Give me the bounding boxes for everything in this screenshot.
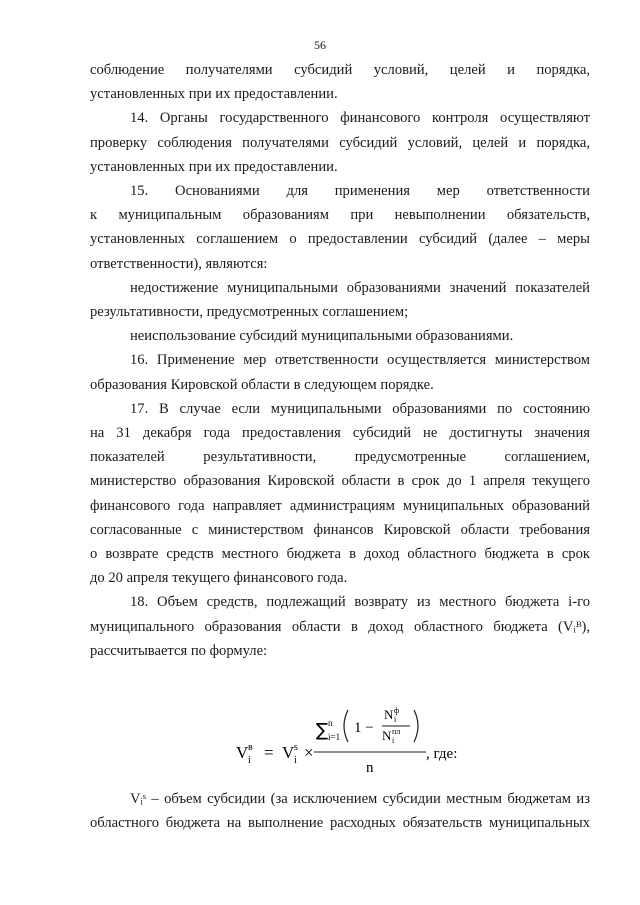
paren-left — [344, 710, 348, 742]
formula-lhs-sup: в — [248, 742, 253, 753]
paragraph-line: о возврате средств местного бюджета в доход областного бюджета в срок — [90, 546, 590, 563]
paragraph-line: муниципального образования области в доход областного бюджета (Vᵢᴮ), — [90, 618, 590, 635]
formula-times: × — [304, 743, 314, 762]
formula-one-minus: 1 − — [354, 720, 374, 736]
paragraph-line: установленных соглашением о предоставлении субсидий (далее – меры — [90, 231, 590, 248]
body-text-upper — [90, 58, 590, 663]
paragraph-line: 14. Органы государственного финансового контроля осуществляют — [130, 110, 590, 127]
paragraph-line: образования Кировской области в следующем порядке. — [90, 376, 434, 393]
formula-n-den-sub: i — [392, 736, 395, 745]
formula-sum: ∑ — [316, 720, 329, 741]
formula — [236, 700, 556, 780]
body-text-lower — [90, 787, 590, 835]
formula-svg — [236, 700, 556, 780]
paragraph-line: показателей результативности, предусмотренные соглашением, — [90, 449, 590, 466]
formula-n-den: N — [382, 728, 392, 743]
paragraph-line: министерство образования Кировской области в срок до 1 апреля текущего — [90, 473, 590, 490]
paren-right — [414, 710, 418, 742]
formula-tail: , где: — [426, 746, 458, 762]
formula-sum-to: n — [328, 718, 333, 728]
paragraph-line: недостижение муниципальными образованиями значений показателей — [130, 279, 590, 296]
formula-lhs-sub: i — [248, 755, 251, 766]
paragraph-line: проверку соблюдения получателями субсидий условий, целей и порядка, — [90, 134, 590, 151]
paragraph-line: установленных при их предоставлении. — [90, 86, 338, 103]
formula-n-num-sup: ф — [394, 706, 400, 715]
paragraph-line: к муниципальным образованиям при невыполнении обязательств, — [90, 207, 590, 224]
paragraph-line: результативности, предусмотренных соглашением; — [90, 304, 409, 321]
paragraph-line: установленных при их предоставлении. — [90, 158, 338, 175]
formula-n-den-sup: пл — [392, 727, 401, 736]
paragraph-line: рассчитывается по формуле: — [90, 642, 268, 659]
formula-v-sup: s — [294, 742, 298, 753]
formula-n-num-sub: i — [394, 715, 397, 724]
paragraph-line: финансового года направляет администрациям муниципальных образований — [90, 497, 590, 514]
formula-sum-from: i=1 — [328, 732, 341, 742]
paragraph-line: 17. В случае если муниципальными образованиями по состоянию — [130, 400, 590, 417]
formula-v-sub: i — [294, 755, 297, 766]
paragraph-line: до 20 апреля текущего финансового года. — [90, 570, 348, 587]
formula-equals: = — [264, 743, 274, 762]
formula-n-num: N — [384, 707, 394, 722]
paragraph-line: на 31 декабря года предоставления субсидий не достигнуты значения — [90, 425, 590, 442]
paragraph-line: 16. Применение мер ответственности осуществляется министерством — [130, 352, 590, 369]
definition-line: Vᵢˢ – объем субсидии (за исключением субсидии местным бюджетам из — [130, 791, 590, 807]
formula-denominator: n — [366, 760, 374, 776]
paragraph-line: неиспользование субсидий муниципальными образованиями. — [130, 328, 514, 345]
paragraph-line: соблюдение получателями субсидий условий, целей и порядка, — [90, 62, 590, 78]
paragraph-line: ответственности), являются: — [90, 255, 268, 272]
paragraph-line: 15. Основаниями для применения мер ответственности — [130, 183, 590, 200]
formula-v: V — [282, 743, 295, 762]
paragraph-line: 18. Объем средств, подлежащий возврату из местного бюджета i-го — [130, 594, 590, 611]
definition-line: областного бюджета на выполнение расходных обязательств муниципальных — [90, 815, 590, 832]
paragraph-line: согласованные с министерством финансов Кировской области требования — [90, 521, 590, 538]
formula-lhs: V — [236, 743, 249, 762]
page-number: 56 — [314, 38, 326, 52]
